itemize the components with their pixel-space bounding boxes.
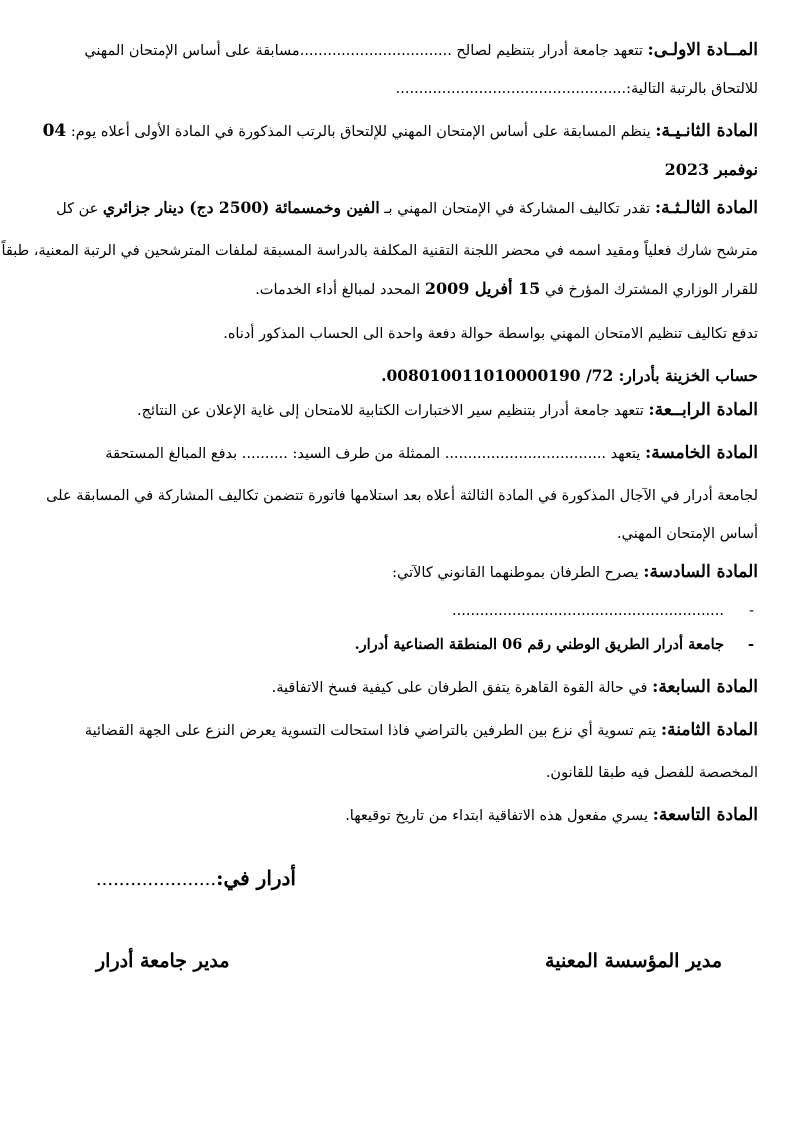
article-3-text-1a: تقدر تكاليف المشاركة في الإمتحان المهني بـ <box>379 201 655 217</box>
article-3-amount: الفين وخمسمائة (2500 دج) دينار جزائري <box>102 198 380 217</box>
article-3-text-3a: للقرار الوزاري المشترك المؤرخ في <box>540 282 758 298</box>
article-8-text-1: يتم تسوية أي نزع بين الطرفين بالتراضي فاذا استحالت التسوية يعرض النزع على الجهة القضائية <box>84 723 661 739</box>
signature-institution-director: مدير المؤسسة المعنية <box>545 950 722 972</box>
article-3-text-1c: عن كل <box>56 201 103 217</box>
article-3-date: 15 أفريل 2009 <box>424 279 541 298</box>
article-8-line-2: المخصصة للفصل فيه طبقا للقانون. <box>545 765 758 781</box>
domicile-item-2 <box>36 635 758 655</box>
article-9-text-1: يسري مفعول هذه الاتفاقية ابتداء من تاريخ توقيعها. <box>345 808 653 824</box>
article-1-text-1: تتعهد جامعة أدرار بتنظيم لصالح .................................مسابقة على أساس الإمتحان المهني <box>84 43 648 59</box>
dash-icon: - <box>747 636 754 653</box>
place-label: أدرار في: <box>216 866 296 890</box>
domicile-item-1-text: ........................................................... <box>452 603 724 619</box>
domicile-item-1 <box>36 601 758 621</box>
article-5-line-2: لجامعة أدرار في الآجال المذكورة في المادة الثالثة أعلاه بعد استلامها فاتورة تتضمن تكاليف المشاركة في المسابقة على <box>46 488 758 504</box>
article-6-text-1: يصرح الطرفان بموطنهما القانوني كالآتي: <box>392 565 644 581</box>
document-body <box>1 40 758 826</box>
article-2-text-1: ينظم المسابقة على أساس الإمتحان المهني للإلتحاق بالرتب المذكورة في المادة الأولى أعلاه يوم: <box>66 124 656 140</box>
article-1-line-2: للالتحاق بالرتبة التالية:.................................................. <box>395 81 758 97</box>
article-8-label: المادة الثامنة: <box>660 720 758 740</box>
dash-icon: - <box>749 603 754 619</box>
date-dots: ..................... <box>95 869 217 890</box>
article-3-line-2: مترشح شارك فعلياً ومقيد اسمه في محضر اللجنة التقنية المكلفة بالدراسة المسبقة لملفات المترشحين في الرتبة المعنية، طبقاً <box>1 243 758 259</box>
article-3-line-3 <box>36 279 758 300</box>
article-7-text-1: في حالة القوة القاهرة يتفق الطرفان على كيفية فسخ الاتفاقية. <box>271 680 653 696</box>
article-1-label: المــادة الاولـى: <box>647 40 758 60</box>
article-3-label: المادة الثالـثـة: <box>654 198 758 218</box>
article-1-line-1 <box>36 40 758 61</box>
signature-university-director: مدير جامعة أدرار <box>96 950 230 972</box>
article-4-text-1: تتعهد جامعة أدرار بتنظيم سير الاختبارات الكتابية للامتحان إلى غاية الإعلان عن النتائج. <box>137 403 649 419</box>
treasury-account: حساب الخزينة بأدرار: 72/ 008010011010000190. <box>381 366 758 385</box>
article-5-label: المادة الخامسة: <box>644 443 758 463</box>
article-7-line-1 <box>36 677 758 698</box>
article-2-label: المادة الثانـيـة: <box>655 121 758 141</box>
article-5-line-1 <box>36 443 758 464</box>
domicile-item-2-text: جامعة أدرار الطريق الوطني رقم 06 المنطقة الصناعية أدرار. <box>354 636 724 653</box>
article-4-label: المادة الرابــعة: <box>648 400 758 420</box>
article-2-line-1 <box>36 121 758 142</box>
article-5-text-1: يتعهد ................................... الممثلة من طرف السيد: .......... بدفع المبالغ المستحقة <box>105 446 645 462</box>
article-6-line-1 <box>36 562 758 583</box>
article-8-line-1 <box>36 720 758 741</box>
article-9-line-1 <box>36 805 758 826</box>
article-3-line-1 <box>36 198 758 219</box>
article-2-line-2: نوفمبر 2023 <box>664 160 758 179</box>
article-9-label: المادة التاسعة: <box>652 805 758 825</box>
article-2-day: 04 <box>42 121 67 141</box>
article-3-text-3c: المحدد لمبالغ أداء الخدمات. <box>255 282 425 298</box>
article-7-label: المادة السابعة: <box>652 677 758 697</box>
article-6-label: المادة السادسة: <box>643 562 758 582</box>
article-4-line-1 <box>36 400 758 421</box>
payment-line: تدفع تكاليف تنظيم الامتحان المهني بواسطة حوالة دفعة واحدة الى الحساب المذكور أدناه. <box>223 326 758 342</box>
place-date-line <box>96 866 296 890</box>
article-5-line-3: أساس الإمتحان المهني. <box>617 526 758 542</box>
